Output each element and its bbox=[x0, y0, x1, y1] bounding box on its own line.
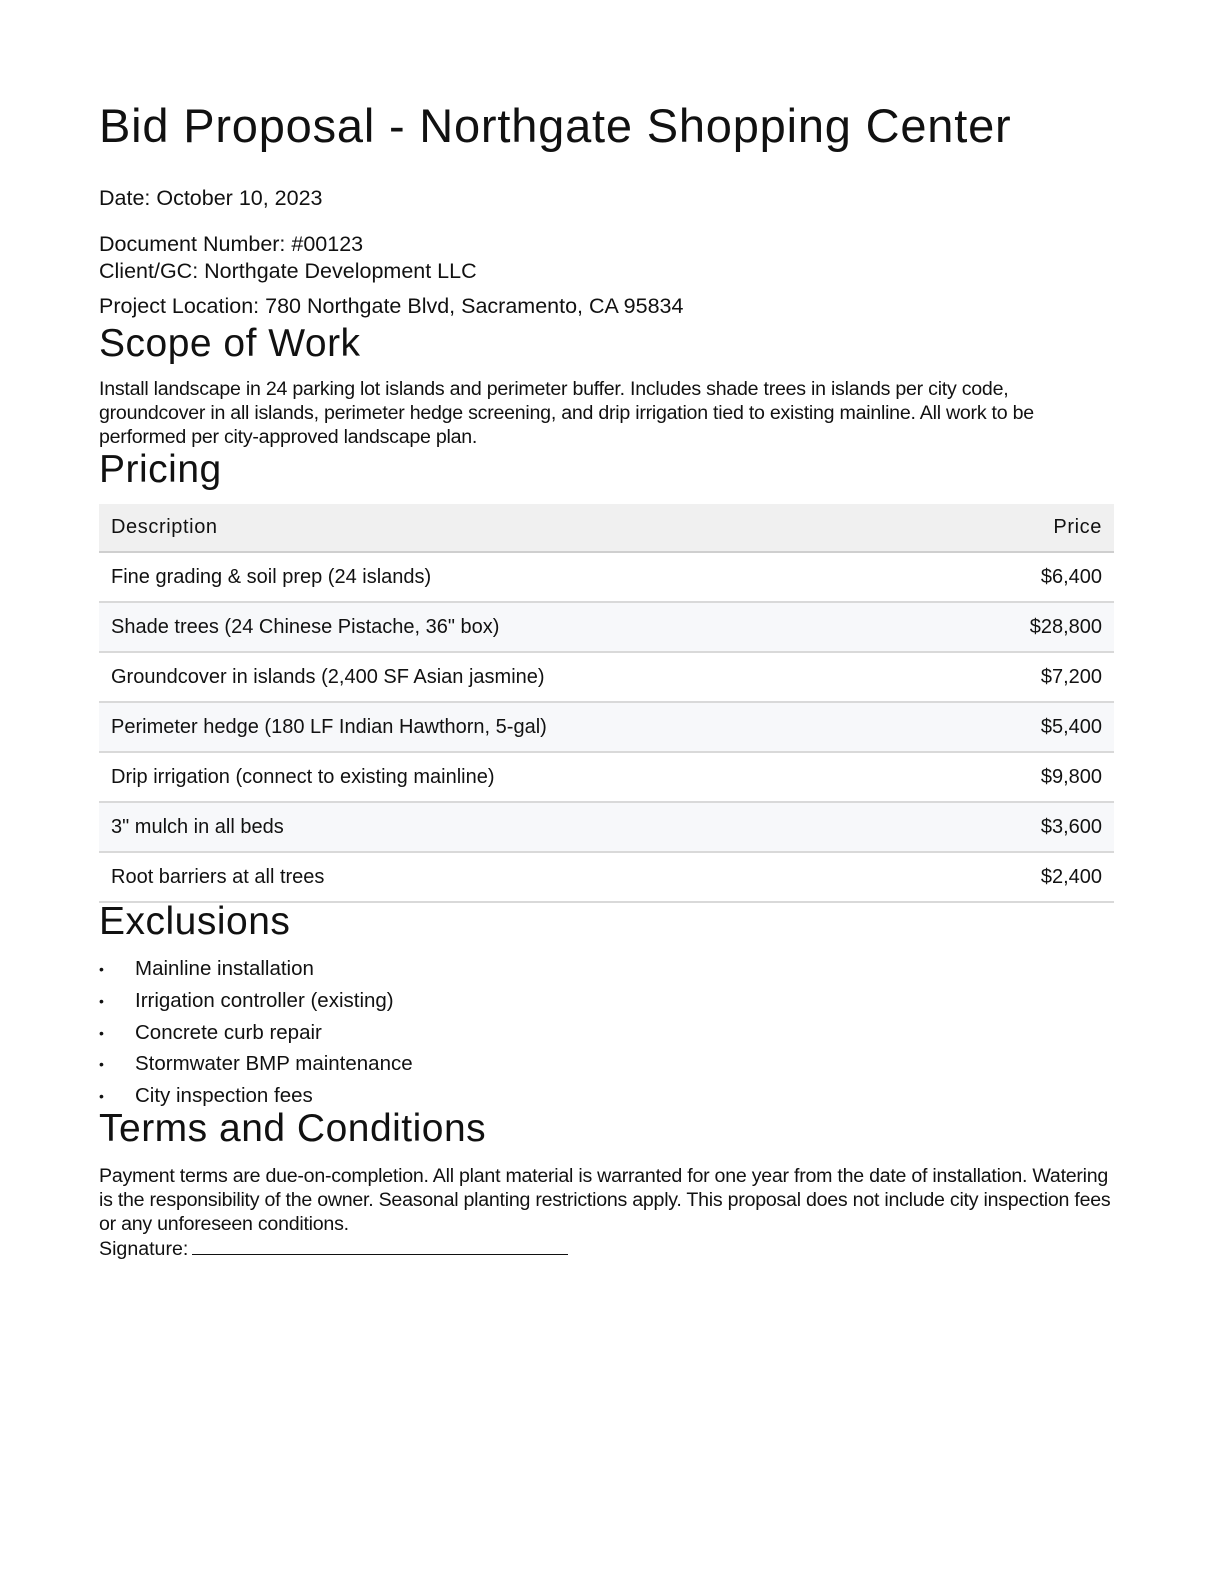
list-item bbox=[99, 987, 413, 1019]
exclusion-text: Mainline installation bbox=[135, 957, 314, 980]
exclusions-heading: Exclusions bbox=[99, 900, 291, 943]
list-item bbox=[99, 1050, 413, 1082]
terms-heading: Terms and Conditions bbox=[99, 1107, 487, 1150]
bullet-icon: • bbox=[99, 961, 104, 977]
exclusion-text: Stormwater BMP maintenance bbox=[135, 1052, 413, 1076]
row-description: Drip irrigation (connect to existing mainline) bbox=[99, 752, 938, 802]
date-line: Date: October 10, 2023 bbox=[99, 186, 323, 210]
row-description: Perimeter hedge (180 LF Indian Hawthorn, 5-gal) bbox=[99, 702, 938, 752]
pricing-header-row bbox=[99, 504, 1114, 552]
column-header-price: Price bbox=[938, 504, 1114, 552]
document-number-line: Document Number: #00123 bbox=[99, 232, 364, 256]
exclusion-text: Concrete curb repair bbox=[135, 1020, 322, 1044]
row-price: $2,400 bbox=[938, 852, 1114, 902]
table-row bbox=[99, 552, 1114, 602]
exclusion-text: City inspection fees bbox=[135, 1084, 313, 1108]
bullet-icon: • bbox=[99, 1088, 104, 1105]
exclusion-text: Irrigation controller (existing) bbox=[135, 988, 394, 1012]
row-description: Shade trees (24 Chinese Pistache, 36" box) bbox=[99, 602, 938, 652]
signature-block bbox=[99, 1236, 568, 1261]
pricing-heading: Pricing bbox=[99, 448, 222, 491]
table-row bbox=[99, 602, 1114, 652]
row-price: $5,400 bbox=[938, 702, 1114, 752]
scope-heading: Scope of Work bbox=[99, 322, 361, 365]
bullet-icon: • bbox=[99, 1024, 104, 1041]
list-item bbox=[99, 1019, 413, 1051]
list-item bbox=[99, 955, 413, 987]
row-description: Root barriers at all trees bbox=[99, 852, 938, 902]
table-row bbox=[99, 752, 1114, 802]
document-title: Bid Proposal - Northgate Shopping Center bbox=[99, 99, 1012, 152]
signature-line[interactable] bbox=[192, 1236, 568, 1255]
terms-text: Payment terms are due-on-completion. All plant material is warranted for one year from the date of installation. Watering is the responsibility of the owner. Seasonal planting restrictions apply. This proposal does not include city inspection fees or any unforeseen conditions. bbox=[99, 1165, 1111, 1235]
row-description: Fine grading & soil prep (24 islands) bbox=[99, 552, 938, 602]
row-price: $6,400 bbox=[938, 552, 1114, 602]
scope-text: Install landscape in 24 parking lot islands and perimeter buffer. Includes shade trees in islands per city code, groundcover in all islands, perimeter hedge screening, and drip irrigation tied to existing mainline. All work to be performed per city-approved landscape plan. bbox=[99, 378, 1034, 448]
row-price: $7,200 bbox=[938, 652, 1114, 702]
row-description: 3" mulch in all beds bbox=[99, 802, 938, 852]
row-price: $9,800 bbox=[938, 752, 1114, 802]
bullet-icon: • bbox=[99, 1056, 104, 1073]
client-line: Client/GC: Northgate Development LLC bbox=[99, 259, 477, 283]
column-header-description: Description bbox=[99, 504, 938, 552]
table-row bbox=[99, 702, 1114, 752]
table-row bbox=[99, 652, 1114, 702]
bullet-icon: • bbox=[99, 992, 104, 1009]
row-price: $3,600 bbox=[938, 802, 1114, 852]
signature-label: Signature: bbox=[99, 1238, 189, 1260]
table-row bbox=[99, 802, 1114, 852]
project-location-line: Project Location: 780 Northgate Blvd, Sacramento, CA 95834 bbox=[99, 294, 684, 318]
exclusions-list bbox=[99, 955, 413, 1114]
pricing-table bbox=[99, 504, 1114, 903]
row-price: $28,800 bbox=[938, 602, 1114, 652]
table-row bbox=[99, 852, 1114, 902]
row-description: Groundcover in islands (2,400 SF Asian jasmine) bbox=[99, 652, 938, 702]
